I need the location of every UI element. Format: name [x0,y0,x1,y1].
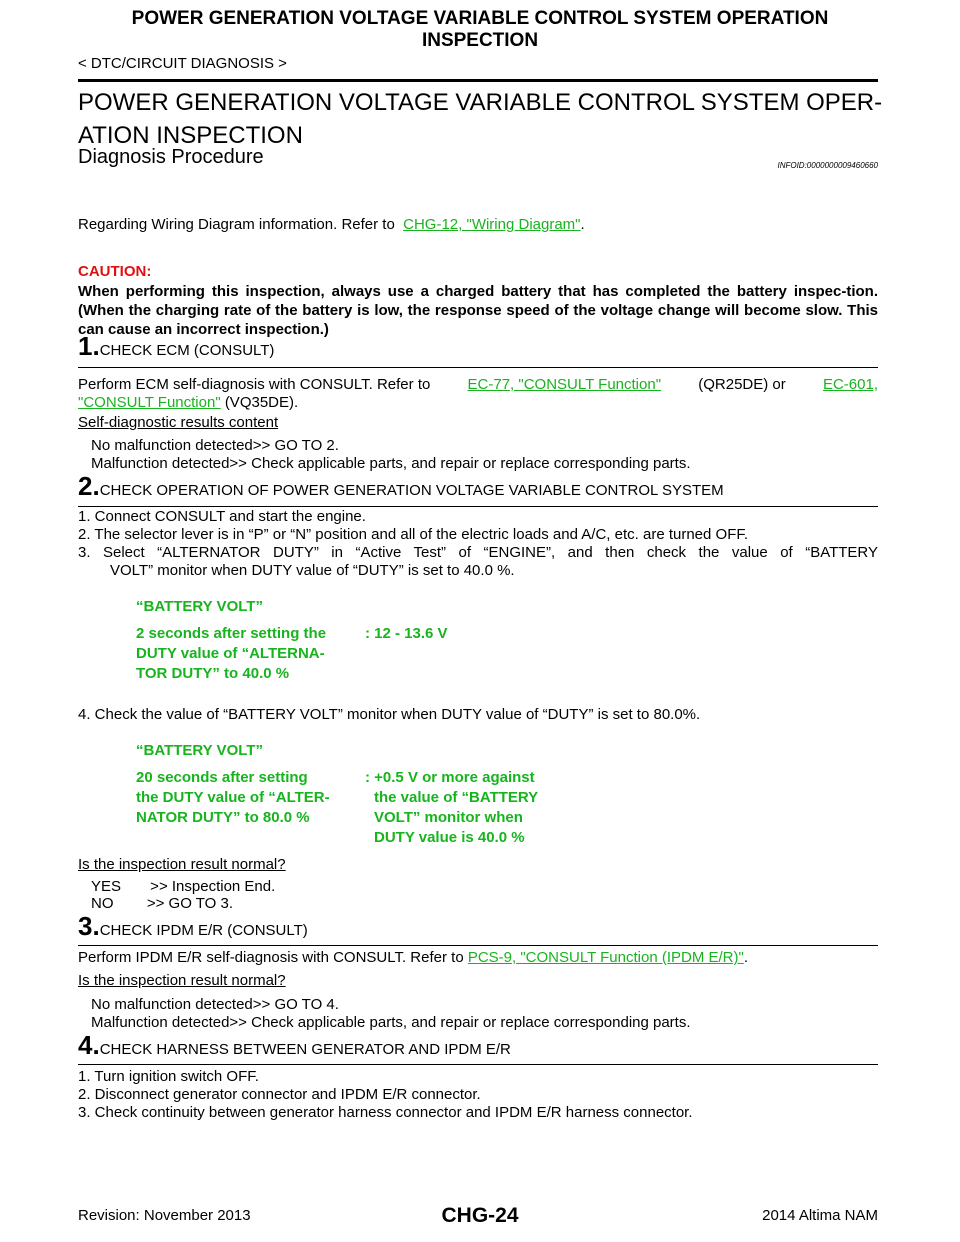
condition-40-line2: DUTY value of “ALTERNA- [136,645,325,662]
consult-function-link[interactable]: "CONSULT Function" [78,394,221,411]
step-4-heading [78,1030,511,1060]
value-80-line3: VOLT” monitor when [374,809,523,826]
value-80-line4: DUTY value is 40.0 % [374,829,525,846]
condition-40-line3: TOR DUTY” to 40.0 % [136,665,290,682]
section-title-line1: POWER GENERATION VOLTAGE VARIABLE CONTROL SYSTEM OPER- [78,89,883,116]
step-2-no: NO >> GO TO 3. [91,895,233,912]
step-4-item-3: 3. Check continuity between generator harness connector and IPDM E/R harness connector. [78,1104,693,1121]
breadcrumb: < DTC/CIRCUIT DIAGNOSIS > [78,55,287,72]
step-3-text [78,949,748,967]
step-2-yes: YES >> Inspection End. [91,878,276,895]
condition-80-line2: the DUTY value of “ALTER- [136,789,330,806]
step-1-result-2: Malfunction detected>> Check applicable parts, and repair or replace corresponding parts. [91,455,691,472]
intro-end: . [580,216,585,233]
intro-text: Regarding Wiring Diagram information. Refer to [78,216,395,233]
step-1-number: 1. [78,331,100,361]
step-2-item-4: 4. Check the value of “BATTERY VOLT” monitor when DUTY value of “DUTY” is set to 80.0%. [78,706,701,723]
procedure-heading: Diagnosis Procedure [78,146,264,168]
step-3-question: Is the inspection result normal? [78,972,286,989]
step-1-result-1: No malfunction detected>> GO TO 2. [91,437,339,454]
step-3-rule [78,945,878,946]
step-3-text-a: Perform IPDM E/R self-diagnosis with CONSULT. Refer to [78,949,464,966]
self-diagnostic-results-label: Self-diagnostic results content [78,414,279,431]
page-header-title [0,8,960,52]
step-2-question: Is the inspection result normal? [78,856,286,873]
value-40-percent: : 12 - 13.6 V [365,625,448,642]
step-3-title: CHECK IPDM E/R (CONSULT) [99,922,308,939]
step-4-number: 4. [78,1030,100,1060]
step-1-text [78,376,878,412]
section-title-line2: ATION INSPECTION [78,122,303,149]
condition-40-percent [136,624,326,684]
step-3-end: . [743,949,748,966]
value-80-percent [365,768,538,848]
step-3-result-1: No malfunction detected>> GO TO 4. [91,996,339,1013]
step-2-heading [78,471,724,501]
step-1-text-c: (VQ35DE). [224,394,299,411]
step-3-result-2: Malfunction detected>> Check applicable parts, and repair or replace corresponding parts. [91,1014,691,1031]
footer-revision: Revision: November 2013 [78,1207,251,1224]
step-2-rule [78,506,878,507]
header-divider [78,79,878,82]
step-2-item-2: 2. The selector lever is in “P” or “N” position and all of the electric loads and A/C, etc. are turned OFF. [78,526,749,543]
step-1-rule [78,367,878,368]
condition-80-percent [136,768,330,828]
step-1-heading [78,331,275,361]
value-80-line2: the value of “BATTERY [374,789,539,806]
header-title-line2: INSPECTION [421,30,539,51]
intro-paragraph [78,216,585,234]
battery-volt-label-1: “BATTERY VOLT” [136,598,263,615]
step-1-text-a: Perform ECM self-diagnosis with CONSULT. Refer to [78,376,431,393]
battery-volt-label-2: “BATTERY VOLT” [136,742,263,759]
step-4-item-1: 1. Turn ignition switch OFF. [78,1068,259,1085]
step-1-text-b: (QR25DE) or [698,376,786,393]
step-2-title: CHECK OPERATION OF POWER GENERATION VOLTAGE VARIABLE CONTROL SYSTEM [99,482,724,499]
step-4-item-2: 2. Disconnect generator connector and IPDM E/R connector. [78,1086,481,1103]
step-4-rule [78,1064,878,1065]
condition-40-line1: 2 seconds after setting the [136,625,327,642]
caution-body: When performing this inspection, always use a charged battery that has completed the battery inspec-tion. (When the charging rate of the battery is low, the response speed of the voltage change will become slow. This can cause an incorrect inspection.) [78,283,878,338]
condition-80-line1: 20 seconds after setting [136,769,308,786]
step-3-heading [78,911,308,941]
wiring-diagram-link[interactable]: CHG-12, "Wiring Diagram" [403,216,581,233]
value-80-line1: : +0.5 V or more against [365,769,535,786]
step-2-item-3a: 3. Select “ALTERNATOR DUTY” in “Active Test” of “ENGINE”, and then check the value of “BATTERY [78,544,878,561]
ec-601-link[interactable]: EC-601, [822,376,878,393]
header-title-line1: POWER GENERATION VOLTAGE VARIABLE CONTROL SYSTEM OPERATION [131,8,829,29]
step-2-item-3b: VOLT” monitor when DUTY value of “DUTY” is set to 40.0 %. [110,562,515,579]
step-2-number: 2. [78,471,100,501]
footer-model: 2014 Altima NAM [762,1207,878,1224]
ec-77-link[interactable]: EC-77, "CONSULT Function" [467,376,662,393]
footer-page-number: CHG-24 [441,1204,519,1227]
caution-title: CAUTION: [78,263,152,280]
info-id: INFOID:0000000009460660 [777,161,878,170]
condition-80-line3: NATOR DUTY” to 80.0 % [136,809,310,826]
step-2-item-1: 1. Connect CONSULT and start the engine. [78,508,366,525]
pcs-9-link[interactable]: PCS-9, "CONSULT Function (IPDM E/R)" [467,949,744,966]
step-3-number: 3. [78,911,100,941]
section-title [78,86,888,152]
step-4-title: CHECK HARNESS BETWEEN GENERATOR AND IPDM E/R [99,1041,511,1058]
step-1-title: CHECK ECM (CONSULT) [99,342,275,359]
